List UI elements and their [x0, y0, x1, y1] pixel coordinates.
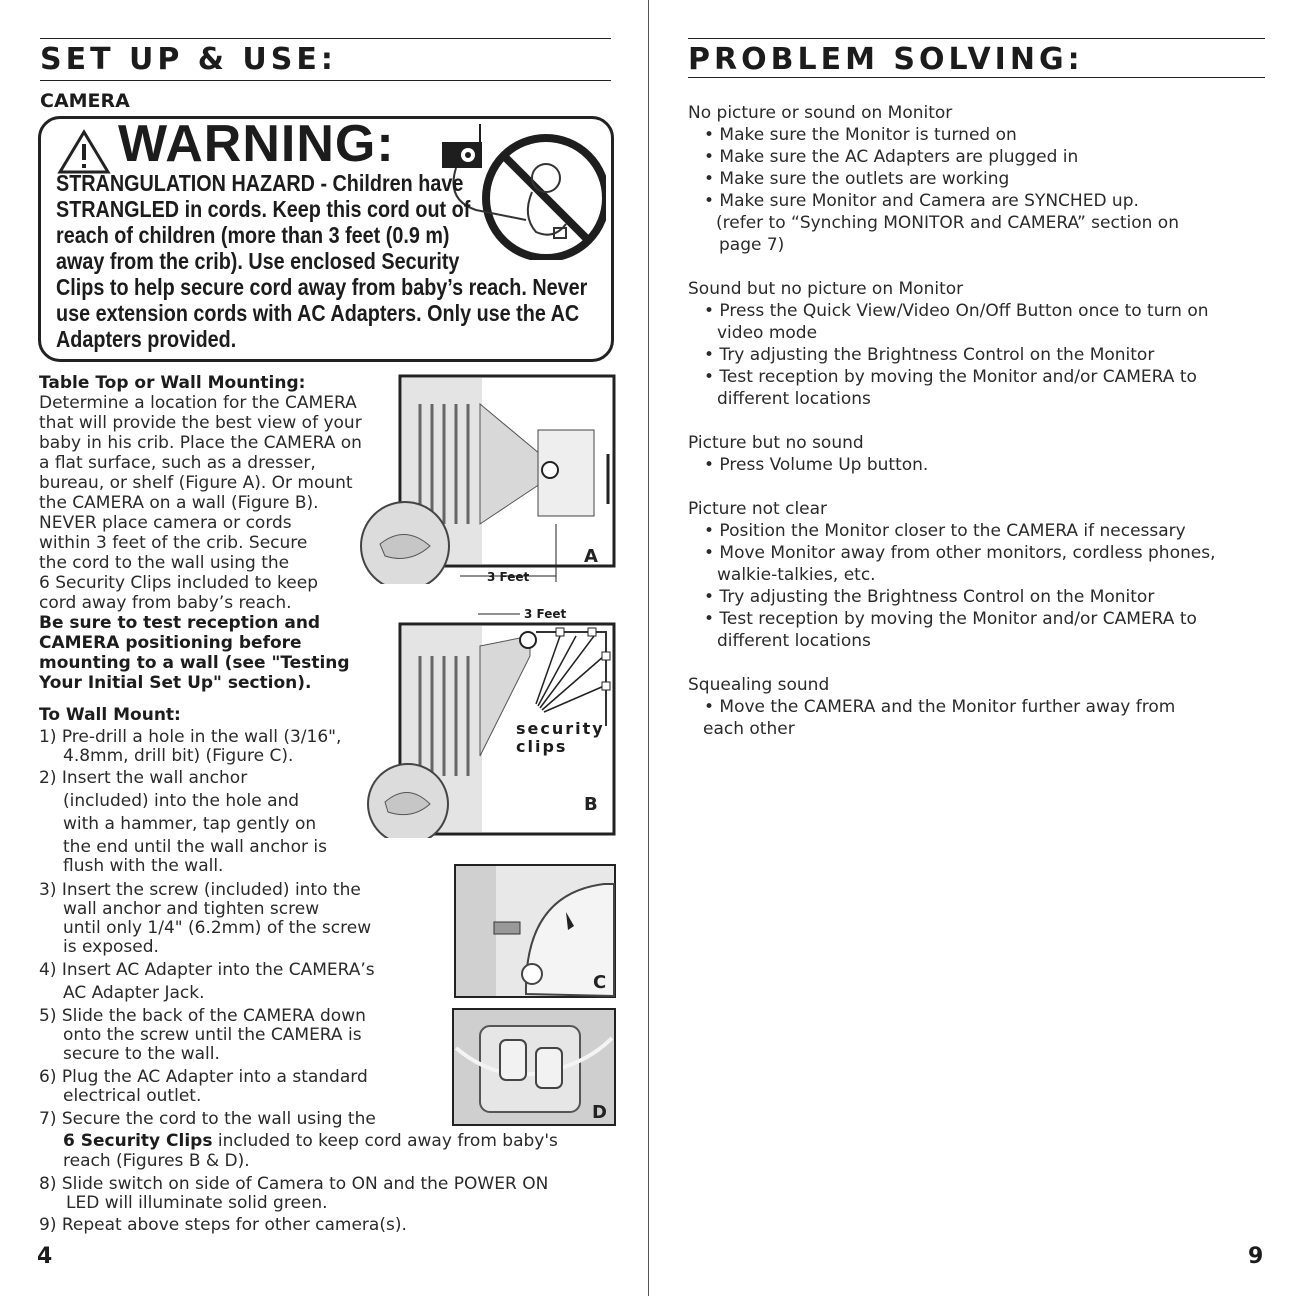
figure-c-label: C — [593, 972, 607, 993]
page-divider — [648, 0, 649, 1296]
figure-a-distance: 3 Feet — [487, 570, 530, 584]
warning-line: reach of children (more than 3 feet (0.9 m) — [56, 222, 450, 248]
figure-a-label: A — [584, 546, 598, 567]
page-number-left: 4 — [37, 1244, 53, 1269]
step-line: 2) Insert the wall anchor — [39, 768, 248, 788]
page-title-setup: SET UP & USE: — [40, 42, 337, 77]
problem-bullet: • Press the Quick View/Video On/Off Button once to turn on — [704, 301, 1209, 321]
problem-bullet-cont: different locations — [717, 389, 871, 409]
step-line: reach (Figures B & D). — [63, 1151, 250, 1171]
mounting-line: the cord to the wall using the — [39, 553, 290, 573]
figure-d-label: D — [592, 1102, 607, 1123]
warning-line: away from the crib). Use enclosed Security — [56, 248, 460, 274]
step-line: onto the screw until the CAMERA is — [63, 1025, 362, 1045]
header-rule-top-right — [688, 38, 1265, 39]
problem-bullet: • Make sure Monitor and Camera are SYNCHED up. — [704, 191, 1139, 211]
step-line: AC Adapter Jack. — [63, 983, 205, 1003]
step-line: 8) Slide switch on side of Camera to ON and the POWER ON — [39, 1174, 549, 1194]
mounting-line: cord away from baby’s reach. — [39, 593, 292, 613]
mounting-line: that will provide the best view of your — [39, 413, 362, 433]
figure-b-distance: 3 Feet — [524, 607, 567, 621]
mounting-line: baby in his crib. Place the CAMERA on — [39, 433, 362, 453]
problem-bullet: • Make sure the outlets are working — [704, 169, 1010, 189]
section-title-camera: CAMERA — [40, 90, 130, 112]
problem-bullet: • Test reception by moving the Monitor and/or CAMERA to — [704, 367, 1197, 387]
warning-line: STRANGULATION HAZARD - Children have — [56, 170, 464, 196]
step-line: with a hammer, tap gently on — [63, 814, 317, 834]
problem-bullet-cont: video mode — [717, 323, 818, 343]
problem-heading: Squealing sound — [688, 675, 830, 695]
problem-heading: Picture not clear — [688, 499, 828, 519]
step-line: the end until the wall anchor is — [63, 837, 327, 857]
step-line: wall anchor and tighten screw — [63, 899, 320, 919]
step-line: LED will illuminate solid green. — [66, 1193, 328, 1213]
step-line: is exposed. — [63, 937, 159, 957]
mounting-line: 6 Security Clips included to keep — [39, 573, 319, 593]
step-line: flush with the wall. — [63, 856, 224, 876]
problem-bullet: • Press Volume Up button. — [704, 455, 929, 475]
page-title-problem-solving: PROBLEM SOLVING: — [688, 42, 1084, 77]
step-line: 5) Slide the back of the CAMERA down — [39, 1006, 366, 1026]
problem-bullet: • Move Monitor away from other monitors, cordless phones, — [704, 543, 1216, 563]
step-line: 3) Insert the screw (included) into the — [39, 880, 361, 900]
mounting-line: NEVER place camera or cords — [39, 513, 292, 533]
problem-bullet: • Try adjusting the Brightness Control on the Monitor — [704, 587, 1155, 607]
mounting-bold-line: Be sure to test reception and — [39, 613, 321, 633]
problem-heading: Picture but no sound — [688, 433, 864, 453]
step-line: 4) Insert AC Adapter into the CAMERA’s — [39, 960, 375, 980]
step-line: (included) into the hole and — [63, 791, 300, 811]
header-rule-bottom-right — [688, 77, 1265, 78]
problem-bullet: • Position the Monitor closer to the CAMERA if necessary — [704, 521, 1186, 541]
mounting-bold-line: CAMERA positioning before — [39, 633, 302, 653]
step-line: until only 1/4" (6.2mm) of the screw — [63, 918, 372, 938]
header-rule-top — [40, 38, 611, 39]
mounting-line: a flat surface, such as a dresser, — [39, 453, 316, 473]
step-line-rest: included to keep cord away from baby's — [212, 1131, 558, 1151]
step-line: electrical outlet. — [63, 1086, 202, 1106]
problem-bullet: • Make sure the AC Adapters are plugged in — [704, 147, 1079, 167]
warning-title: WARNING: — [118, 115, 395, 173]
figure-c-illustration — [454, 864, 616, 998]
step-line: secure to the wall. — [63, 1044, 220, 1064]
problem-bullet: • Test reception by moving the Monitor and/or CAMERA to — [704, 609, 1197, 629]
step-line: 1) Pre-drill a hole in the wall (3/16", — [39, 727, 342, 747]
mounting-line: the CAMERA on a wall (Figure B). — [39, 493, 319, 513]
security-clips-label-2: clips — [516, 737, 568, 756]
mounting-bold-line: Your Initial Set Up" section). — [39, 673, 312, 693]
problem-heading: Sound but no picture on Monitor — [688, 279, 964, 299]
step-line: 9) Repeat above steps for other camera(s). — [39, 1215, 407, 1235]
wall-mount-heading: To Wall Mount: — [39, 705, 181, 725]
step-line: 7) Secure the cord to the wall using the — [39, 1109, 376, 1129]
step-line-bold-part — [63, 1131, 558, 1151]
problem-bullet-cont: walkie-talkies, etc. — [717, 565, 876, 585]
mounting-heading: Table Top or Wall Mounting: — [39, 373, 306, 393]
step-line: 4.8mm, drill bit) (Figure C). — [63, 746, 294, 766]
warning-triangle-icon — [56, 128, 112, 176]
step-line: 6) Plug the AC Adapter into a standard — [39, 1067, 368, 1087]
problem-bullet: • Move the CAMERA and the Monitor further away from — [704, 697, 1176, 717]
security-clips-bold: 6 Security Clips — [63, 1131, 213, 1151]
mounting-bold-line: mounting to a wall (see "Testing — [39, 653, 350, 673]
warning-line: Clips to help secure cord away from baby’s reach. Never — [56, 274, 588, 300]
problem-bullet-cont: (refer to “Synching MONITOR and CAMERA” section on — [716, 213, 1179, 233]
mounting-line: Determine a location for the CAMERA — [39, 393, 357, 413]
page-number-right: 9 — [1248, 1244, 1264, 1269]
problem-bullet-cont: each other — [703, 719, 795, 739]
mounting-line: within 3 feet of the crib. Secure — [39, 533, 308, 553]
problem-bullet: • Make sure the Monitor is turned on — [704, 125, 1017, 145]
problem-bullet: • Try adjusting the Brightness Control on the Monitor — [704, 345, 1155, 365]
figure-b-label: B — [584, 794, 598, 815]
figure-a-illustration — [360, 374, 616, 584]
problem-bullet-cont: different locations — [717, 631, 871, 651]
mounting-line: bureau, or shelf (Figure A). Or mount — [39, 473, 353, 493]
security-clips-label-1: security — [516, 719, 605, 738]
problem-heading: No picture or sound on Monitor — [688, 103, 953, 123]
warning-line: use extension cords with AC Adapters. Only use the AC — [56, 300, 580, 326]
warning-line: Adapters provided. — [56, 326, 237, 352]
warning-line: STRANGLED in cords. Keep this cord out of — [56, 196, 471, 222]
header-rule-bottom — [40, 80, 611, 81]
problem-bullet-cont: page 7) — [719, 235, 785, 255]
